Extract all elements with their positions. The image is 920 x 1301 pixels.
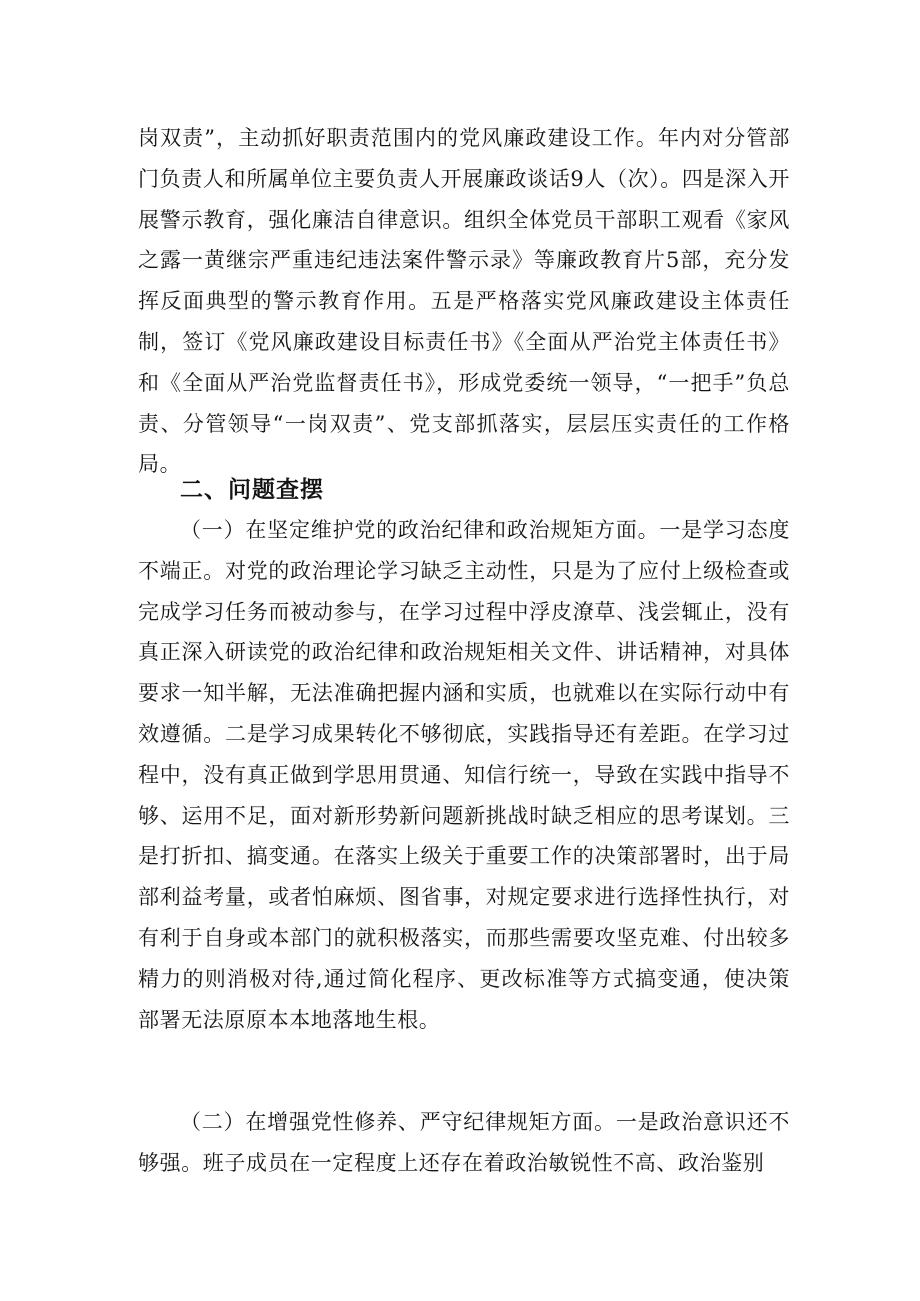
paragraph-political-discipline: （一）在坚定维护党的政治纪律和政治规矩方面。一是学习态度不端正。对党的政治理论学习缺乏主动性，只是为了应付上级检查或完成学习任务而被动参与，在学习过程中浮皮潦草、浅尝辄止，没有真正深入研读党的政治纪律和政治规矩相关文件、讲话精神，对具体要求一知半解，无法准确把握内涵和实质，也就难以在实际行动中有效遵循。二是学习成果转化不够彻底，实践指导还有差距。在学习过程中，没有真正做到学思用贯通、知信行统一，导致在实践中指导不够、运用不足，面对新形势新问题新挑战时缺乏相应的思考谋划。三是打折扣、搞变通。在落实上级关于重要工作的决策部署时，出于局部利益考量，或者怕麻烦、图省事，对规定要求进行选择性执行，对有利于自身或本部门的就积极落实，而那些需要攻坚克难、付出较多精力的则消极对待,通过简化程序、更改标准等方式搞变通，使决策部署无法原原本本地落地生根。 — [138, 518, 790, 1032]
section-heading: 二、问题查摆 — [180, 477, 324, 503]
paragraph-party-spirit: （二）在增强党性修养、严守纪律规矩方面。一是政治意识还不够强。班子成员在一定程度上还存在着政治敏锐性不高、政治鉴别 — [138, 1110, 790, 1175]
continued-paragraph: 岗双责”，主动抓好职责范围内的党风廉政建设工作。年内对分管部门负责人和所属单位主要负责人开展廉政谈话9人（次）。四是深入开展警示教育，强化廉洁自律意识。组织全体党员干部职工观看《家风之露一黄继宗严重违纪违法案件警示录》等廉政教育片5部，充分发挥反面典型的警示教育作用。五是严格落实党风廉政建设主体责任制，签订《党风廉政建设目标责任书》《全面从严治党主体责任书》和《全面从严治党监督责任书》，形成党委统一领导，“一把手”负总责、分管领导“一岗双责”、党支部抓落实，层层压实责任的工作格局。 — [138, 126, 790, 477]
